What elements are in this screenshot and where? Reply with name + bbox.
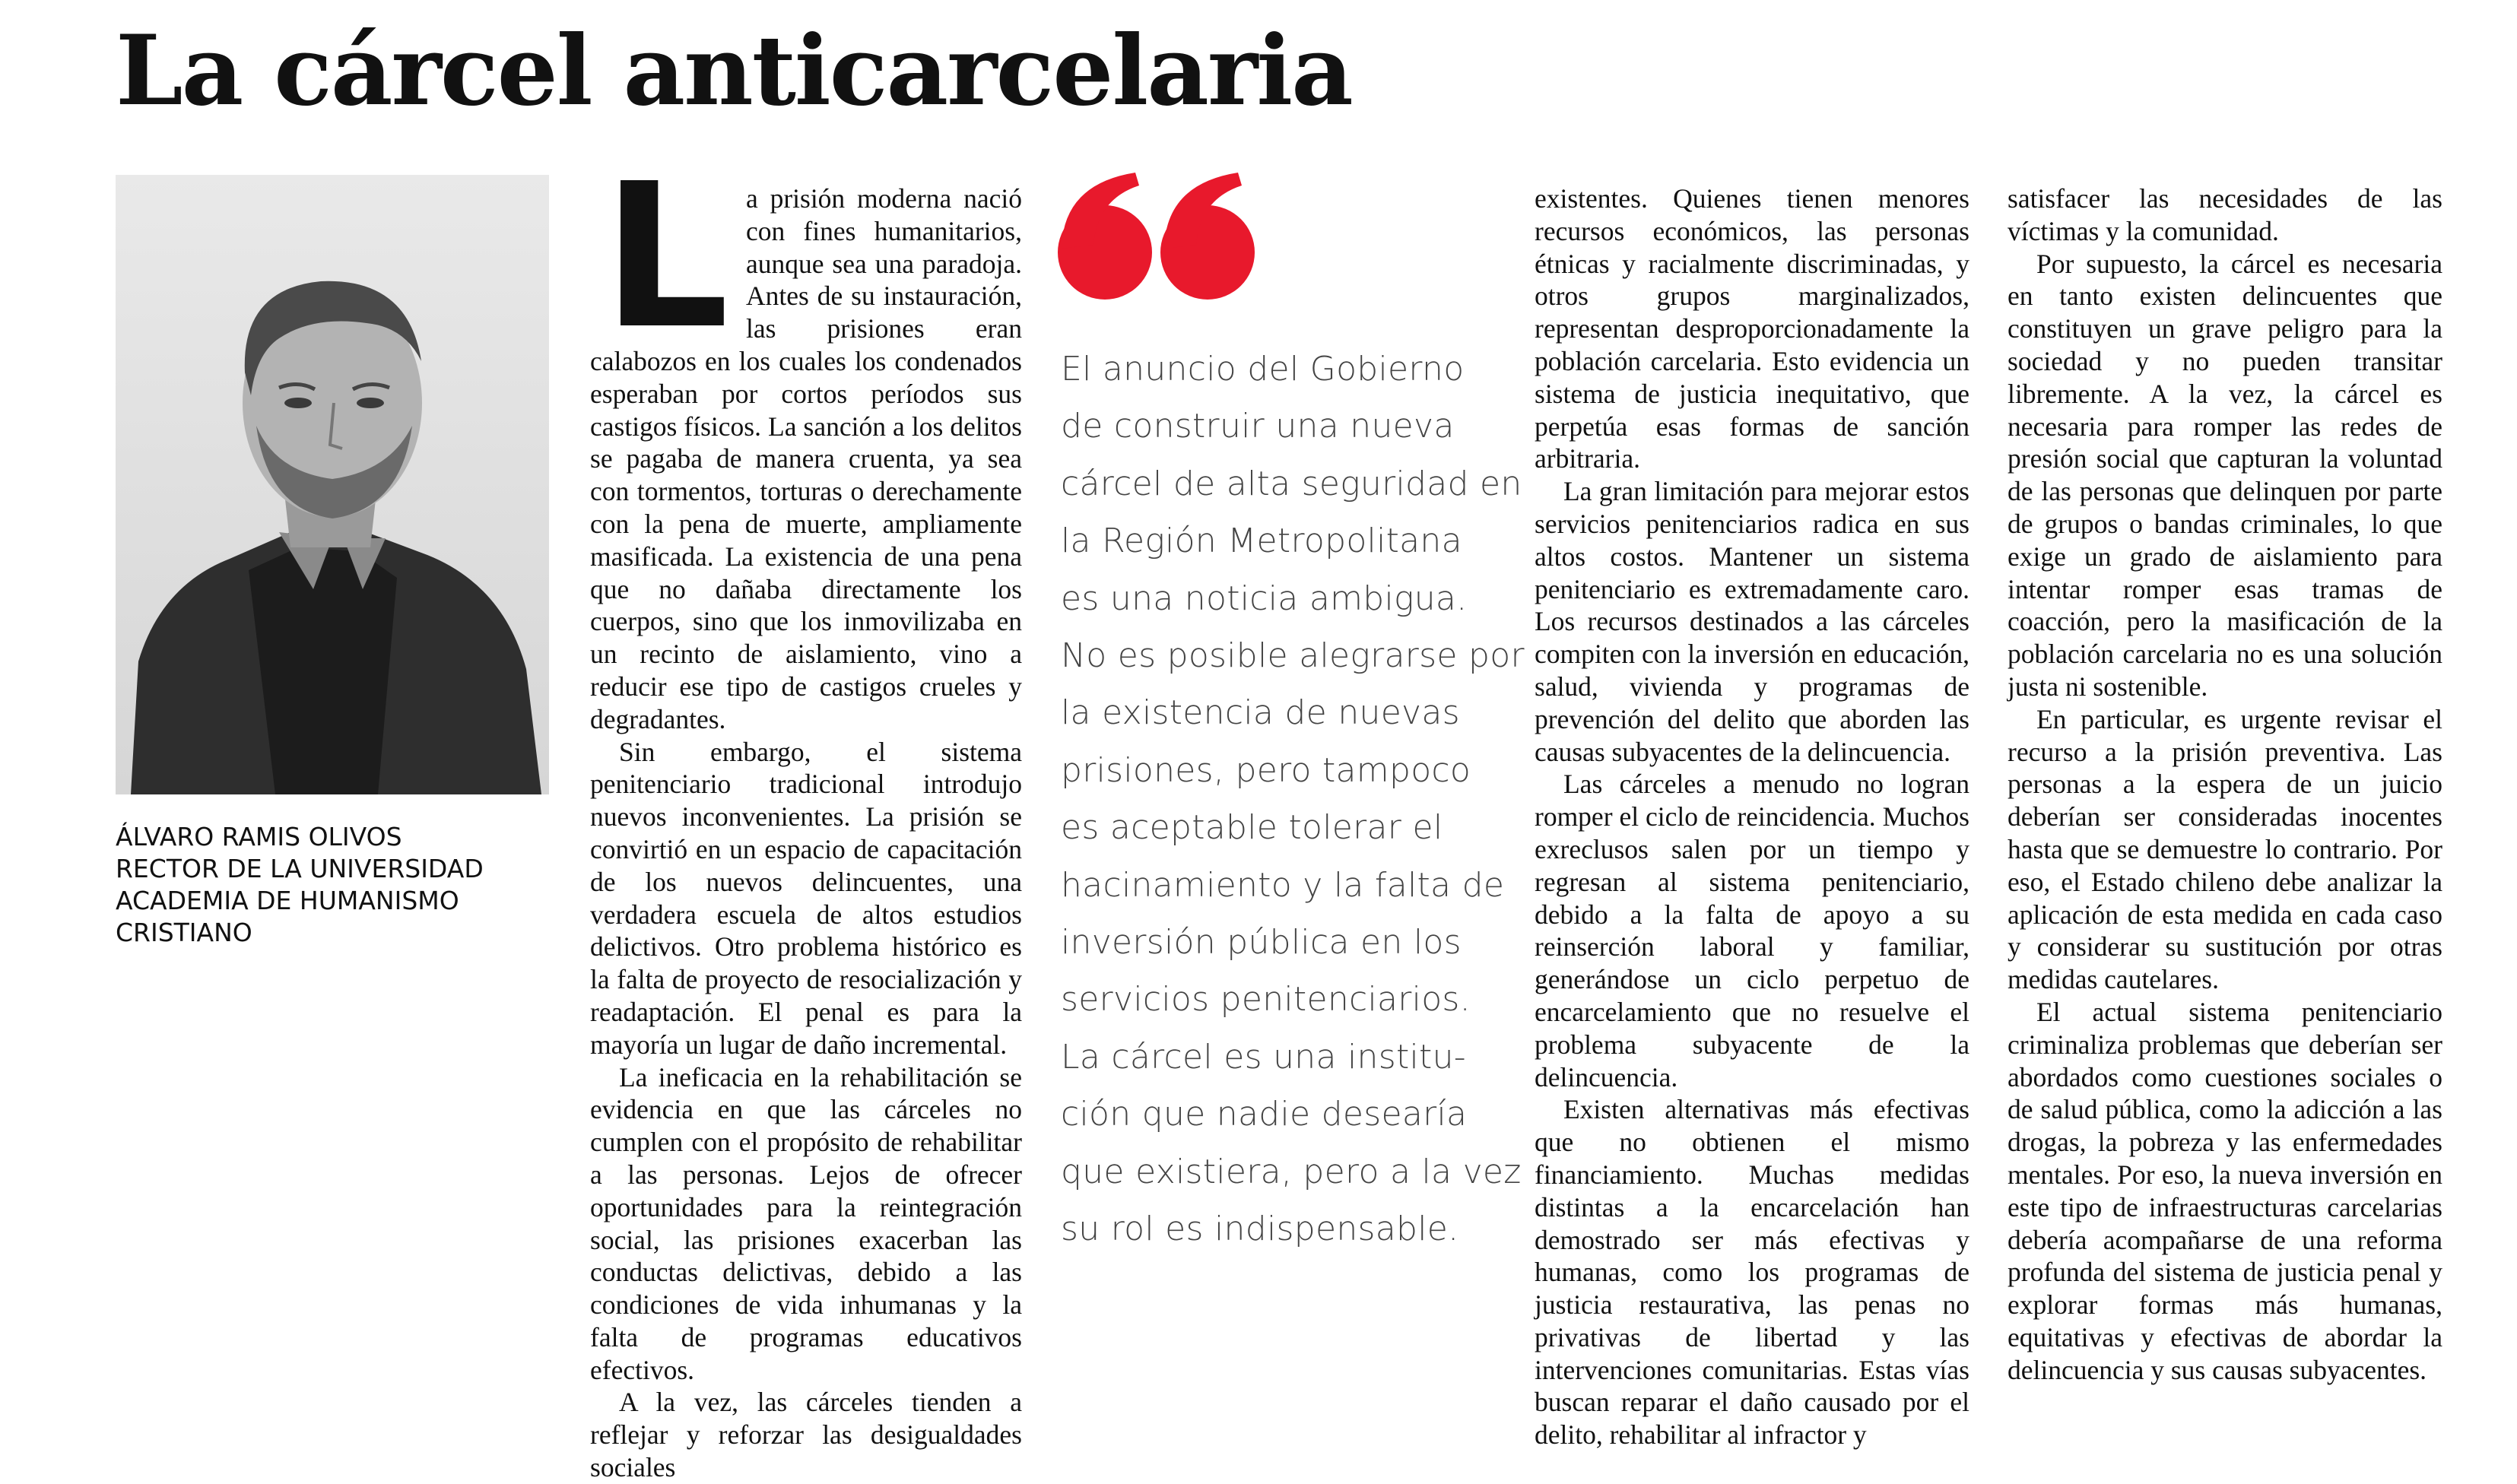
author-name: ÁLVARO RAMIS OLIVOS <box>116 822 402 851</box>
pull-quote-line: es aceptable tolerar el <box>1061 808 1443 848</box>
paragraph: Por supuesto, la cárcel es necesaria en tanto existen delincuentes que constituyen un grave peligro para la sociedad y no pueden transitar libremente. A la vez, la cárcel es necesaria para romper las redes de presión social que capturan la voluntad de las personas que delinquen por parte de grupos o bandas criminales, lo que exige un grado de aislamiento para intentar romper esas tramas de coacción, pero la masificación de la población carcelaria no es una solución justa ni sostenible. <box>2008 248 2442 702</box>
paragraph <box>590 141 1022 736</box>
headline: La cárcel anticarcelaria <box>116 14 1352 127</box>
paragraph-text: a prisión moderna nació con fines humanitarios, aunque sea una paradoja. Antes de su instauración, las prisiones eran calabozos en los cuales los condenados esperaban por cortos períodos sus castigos físicos. La sanción a los delitos se pagaba de manera cruenta, ya sea con tormentos, torturas o derechamente con la pena de muerte, ampliamente masificada. La existencia de una pena que no dañaba directamente los cuerpos, sino que los inmovilizaba en un recinto de aislamiento, vino a reducir ese tipo de castigos crueles y degradantes. <box>590 183 1022 734</box>
paragraph: El actual sistema penitenciario criminaliza problemas que deberían ser abordados como cuestiones sociales o de salud pública, como la adicción a las drogas, la pobreza y las enfermedades mentales. Por eso, la nueva inversión en este tipo de infraestructuras carcelarias debería acompañarse de una reforma profunda del sistema de justicia penal y explorar formas más humanas, equitativas y efectivas de abordar la delincuencia y sus causas subyacentes. <box>2008 996 2442 1385</box>
author-title-line: RECTOR DE LA UNIVERSIDAD <box>116 854 484 883</box>
author-title-line: ACADEMIA DE HUMANISMO <box>116 886 459 915</box>
pull-quote-line: la Región Metropolitana <box>1061 522 1462 561</box>
paragraph: A la vez, las cárceles tienden a reflejar y reforzar las desigualdades sociales <box>590 1387 1022 1483</box>
pull-quote-line: ción que nadie desearía <box>1061 1095 1468 1134</box>
pull-quote-line: que existiera, pero a la vez <box>1061 1152 1522 1191</box>
paragraph: Existen alternativas más efectivas que no obtienen el mismo financiamiento. Muchas medidas distintas a la encarcelación han demostrado ser más efectivas y humanas, como los programas de justicia restaurativa, las penas no privativas de libertad y las intervenciones comunitarias. Estas vías buscan reparar el daño causado por el delito, rehabilitar al infractor y <box>1535 1094 1969 1451</box>
paragraph: La gran limitación para mejorar estos servicios penitenciarios radica en sus altos costos. Mantener un sistema penitenciario es extremadamente caro. Los recursos destinados a las cárceles compiten con la inversión en educación, salud, vivienda y programas de prevención del delito que aborden las causas subyacentes de la delincuencia. <box>1535 476 1969 767</box>
article-column-1 <box>590 141 1022 1484</box>
pull-quote <box>1061 341 1525 1258</box>
pull-quote-line: es una noticia ambigua. <box>1061 579 1468 618</box>
pull-quote-line: la existencia de nuevas <box>1061 693 1460 733</box>
author-title-line: CRISTIANO <box>116 918 252 947</box>
article-column-3 <box>1535 182 1969 1451</box>
paragraph: Las cárceles a menudo no logran romper el ciclo de reincidencia. Muchos exreclusos salen por un tiempo y regresan al sistema penitenciario, debido a la falta de apoyo a su reinserción laboral y familiar, generándose un ciclo perpetuo de encarcelamiento que no resuelve el problema subyacente de la delincuencia. <box>1535 769 1969 1092</box>
pull-quote-line: su rol es indispensable. <box>1061 1210 1459 1249</box>
author-portrait-graphic <box>116 175 549 794</box>
author-byline <box>116 821 557 949</box>
pull-quote-line: El anuncio del Gobierno <box>1061 350 1465 388</box>
quote-icon <box>1055 169 1261 302</box>
article-column-4 <box>2008 182 2442 1386</box>
pull-quote-line: prisiones, pero tampoco <box>1061 750 1471 790</box>
pull-quote-line: La cárcel es una institu- <box>1061 1037 1466 1077</box>
paragraph: En particular, es urgente revisar el recurso a la prisión preventiva. Las personas a la espera de un juicio deberían ser consideradas inocentes hasta que se demuestre lo contrario. Por eso, el Estado chileno debe analizar la aplicación de esta medida en cada caso y considerar su sustitución por otras medidas cautelares. <box>2008 703 2442 995</box>
pull-quote-line: No es posible alegrarse por <box>1061 636 1525 676</box>
pull-quote-line: hacinamiento y la falta de <box>1061 865 1505 905</box>
paragraph: existentes. Quienes tienen menores recursos económicos, las personas étnicas y racialmente discriminadas, y otros grupos marginalizados, representan desproporcionadamente la población carcelaria. Esto evidencia un sistema de justicia inequitativo, que perpetúa esas formas de sanción arbitraria. <box>1535 183 1969 474</box>
paragraph: Sin embargo, el sistema penitenciario tradicional introdujo nuevos inconvenientes. La prisión se convirtió en un espacio de capacitación de los nuevos delincuentes, una verdadera escuela de altos estudios delictivos. Otro problema histórico es la falta de proyecto de resocialización y readaptación. El penal es para la mayoría un lugar de daño incremental. <box>590 736 1022 1060</box>
drop-cap: L <box>602 141 729 373</box>
pull-quote-line: inversión pública en los <box>1061 923 1462 962</box>
pull-quote-line: cárcel de alta seguridad en <box>1061 464 1522 503</box>
paragraph: La ineficacia en la rehabilitación se evidencia en que las cárceles no cumplen con el propósito de rehabilitar a las personas. Lejos de ofrecer oportunidades para la reintegración social, las prisiones exacerban las conductas delictivas, debido a las condiciones de vida inhumanas y la falta de programas educativos efectivos. <box>590 1061 1022 1385</box>
pull-quote-line: servicios penitenciarios. <box>1061 980 1471 1019</box>
author-photo <box>116 175 549 794</box>
pull-quote-line: de construir una nueva <box>1061 407 1455 446</box>
paragraph: satisfacer las necesidades de las víctimas y la comunidad. <box>2008 183 2442 246</box>
